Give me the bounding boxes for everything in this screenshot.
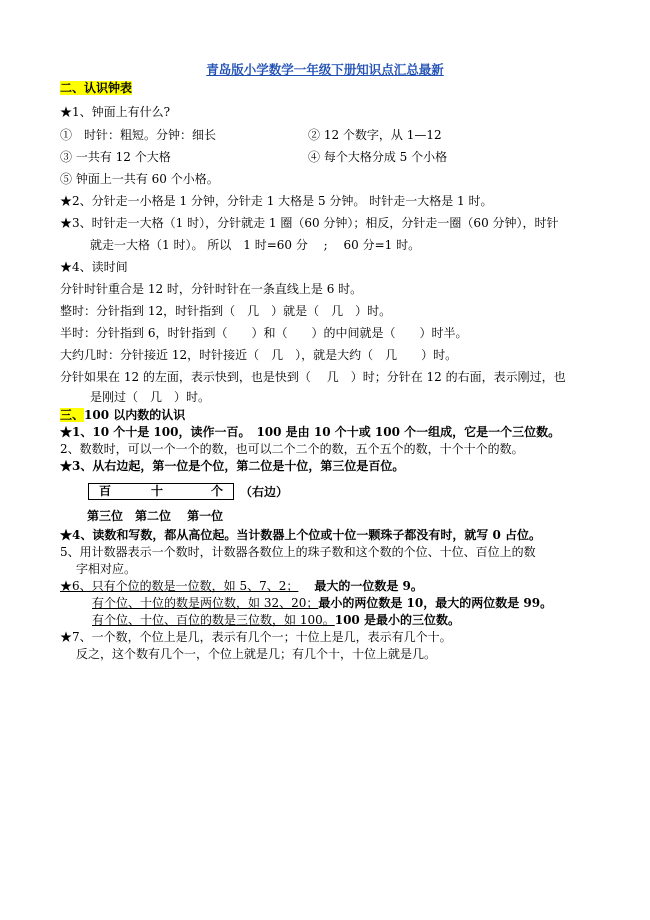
place-shi: 十 <box>151 484 164 498</box>
clock-read-5-line2: 是刚过（ 几 ）时。 <box>90 390 211 404</box>
numbers-p1: ★1、10 个十是 100，读作一百。 100 是由 10 个十或 100 个一组成，它是一个三位数。 <box>60 425 561 439</box>
clock-read-3: 半时：分针指到 6，时针指到（ ）和（ ）的中间就是（ ）时半。 <box>60 326 468 340</box>
p6-one-digit: ★6、只有个位的数是一位数，如 5、7、2； <box>60 579 299 593</box>
clock-read-1: 分针时针重合是 12 时，分针时针在一条直线上是 6 时。 <box>60 282 363 296</box>
numbers-p4: ★4、读数和写数，都从高位起。当计数器上个位或十位一颗珠子都没有时，就写 0 占位。 <box>60 528 542 542</box>
clock-read-4: 大约几时：分针接近 12，时针接近（ 几 ），就是大约（ 几 ）时。 <box>60 348 458 362</box>
numbers-p6-line2 <box>92 595 552 611</box>
numbers-p6-line3 <box>92 612 460 628</box>
p6-min-three-digit: 100 是最小的三位数。 <box>334 613 460 627</box>
p6-max-one-digit: 最大的一位数是 9。 <box>314 579 423 593</box>
numbers-p5-line1: 5、用计数器表示一个数时，计数器各数位上的珠子数和这个数的个位、十位、百位上的数 <box>60 545 536 559</box>
clock-item-2b: ④ 每个大格分成 5 个小格 <box>308 150 448 164</box>
p6-two-digit: 有个位、十位的数是两位数，如 32、20； <box>92 596 319 610</box>
numbers-p2: 2、数数时，可以一个一个的数，也可以二个二个的数，五个五个的数，十个十个的数。 <box>60 442 524 456</box>
clock-q1: ★1、钟面上有什么? <box>60 105 171 119</box>
numbers-p7-line2: 反之，这个数有几个一，个位上就是几；有几个十，十位上就是几。 <box>76 647 437 661</box>
clock-q3-line2: 就走一大格（1 时）。 所以 1 时=60 分 ; 60 分=1 时。 <box>90 238 421 252</box>
clock-q3-line1: ★3、时针走一大格（1 时），分针就走 1 圈（60 分钟）；相反，分针走一圈（60 分钟），时针 <box>60 216 559 230</box>
section-heading-clock <box>60 80 132 96</box>
clock-item-2a: ③ 一共有 12 个大格 <box>60 150 171 164</box>
section-heading-numbers-text: 100 以内数的认识 <box>84 408 186 422</box>
clock-read-5-line1: 分针如果在 12 的左面，表示快到，也是快到（ 几 ）时；分针在 12 的右面，表示刚过，也 <box>60 370 566 384</box>
clock-item-3: ⑤ 钟面上一共有 60 个小格。 <box>60 172 219 186</box>
section-heading-clock-text: 二、认识钟表 <box>60 81 133 95</box>
p6-two-digit-range: 最小的两位数是 10，最大的两位数是 99。 <box>318 596 553 610</box>
place-ge: 个 <box>211 484 224 498</box>
clock-item-1b: ② 12 个数字，从 1—12 <box>308 128 442 142</box>
numbers-p5-line2: 字相对应。 <box>76 562 137 576</box>
clock-q2: ★2、分针走一小格是 1 分钟，分针走 1 大格是 5 分钟。 时针走一大格是 1 时。 <box>60 194 493 208</box>
clock-q4: ★4、读时间 <box>60 260 128 274</box>
p6-three-digit: 有个位、十位、百位的数是三位数，如 100。 <box>92 613 335 627</box>
numbers-p3: ★3、从右边起，第一位是个位，第二位是十位，第三位是百位。 <box>60 459 405 473</box>
clock-read-2: 整时：分针指到 12，时针指到（ 几 ）就是（ 几 ）时。 <box>60 304 392 318</box>
right-side-label: （右边） <box>240 485 289 499</box>
clock-item-1a: ① 时针：粗短。分钟：细长 <box>60 128 217 142</box>
section-heading-numbers <box>60 407 185 423</box>
place-bai: 百 <box>99 484 112 498</box>
page-title: 青岛版小学数学一年级下册知识点汇总最新 <box>206 62 444 77</box>
numbers-p6-line1 <box>60 578 423 594</box>
place-positions: 第三位 第二位 第一位 <box>87 509 224 523</box>
section-heading-numbers-hl: 三、 <box>60 408 85 422</box>
place-value-box <box>88 483 234 500</box>
numbers-p7-line1: ★7、一个数，个位上是几，表示有几个一；十位上是几，表示有几个十。 <box>60 630 452 644</box>
